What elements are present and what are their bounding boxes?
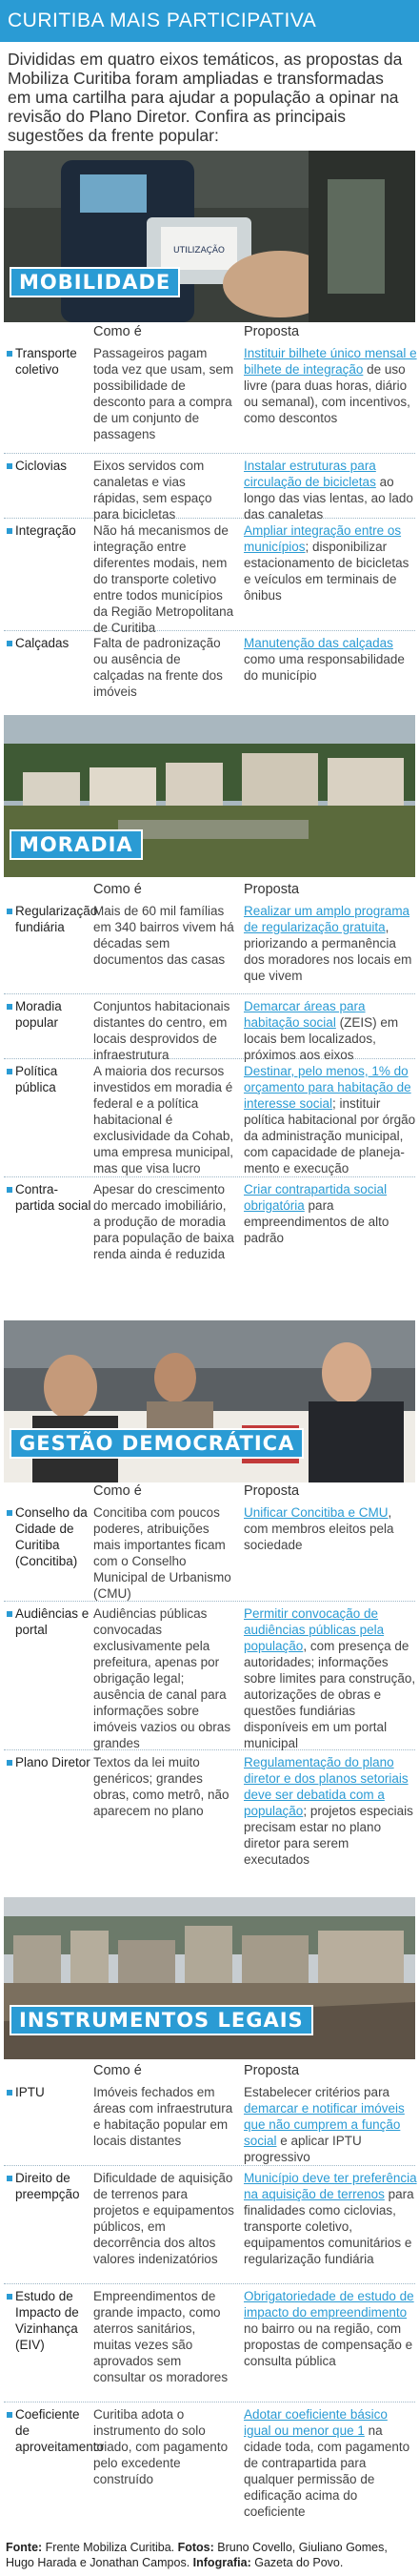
table-row <box>4 1750 415 1874</box>
row-proposal <box>244 903 417 984</box>
proposal-highlight: demarcar e notificar imóveis que não cumprem a função social <box>244 2101 405 2148</box>
proposal-highlight: Destinar, pelo menos, 1% do orçamento para habitação de interesse social <box>244 1064 411 1111</box>
intro-text: Divididas em quatro eixos temáticos, as propostas da Mobiliza Curitiba foram ampliadas e transformadas em uma cartilha para ajudar a população a opinar na revisão do Plano Diretor. Confira as principais sugestões da frente popular: <box>8 50 403 145</box>
row-label: Audiências e portal <box>6 1605 93 1638</box>
row-proposal <box>244 2288 417 2369</box>
proposal-text: para finalidades como ciclovias, transporte coletivo, equipamentos comunitários e regularização fundiária <box>244 2187 414 2266</box>
proposal-highlight: Manutenção das calçadas <box>244 636 393 650</box>
section-badge-instrumentos: INSTRUMENTOS LEGAIS <box>10 2005 313 2035</box>
row-label: Política pública <box>6 1063 93 1095</box>
row-label: Ciclovias <box>6 458 93 474</box>
row-label: Transporte coletivo <box>6 345 93 378</box>
proposal-highlight: Instalar estruturas para circulação de bicicletas <box>244 459 376 489</box>
table-row <box>4 519 415 635</box>
infografia-text: Gazeta do Povo. <box>250 2556 344 2569</box>
row-current: Empreendimentos de grande impacto, como aterros sanitários, muitas vezes são aprovados sem consultar os moradores <box>93 2289 229 2384</box>
proposal-text: ao longo das vias lentas, ao lado das canaletas <box>244 475 413 521</box>
table-row <box>4 1602 415 1750</box>
proposal-text: no bairro ou na região, com propostas de compensação e consulta pública <box>244 2321 413 2368</box>
row-label: Estudo de Impacto de Vizinhança (EIV) <box>6 2288 93 2353</box>
row-current: Falta de padronização ou ausência de calçadas na frente dos imóveis <box>93 636 223 699</box>
proposal-text: ; instituir política habitacional por órgão da administração municipal, com capacidade de planeja-mento e execução <box>244 1096 416 1176</box>
row-proposal <box>244 345 417 426</box>
row-proposal <box>244 2170 417 2267</box>
row-proposal <box>244 1605 417 1751</box>
proposal-highlight: Regulamentação do plano diretor e dos planos setoriais deve ser debatida com a população <box>244 1755 409 1818</box>
proposal-highlight: Realizar um amplo programa de regularização gratuita <box>244 904 410 934</box>
proposal-text: ; projetos especiais precisam estar no plano diretor para serem executados <box>244 1804 413 1867</box>
page-title: CURITIBA MAIS PARTICIPATIVA <box>0 0 419 42</box>
transit-card-text: UTILIZAÇÃO <box>173 246 225 256</box>
row-current: Apesar do crescimento do mercado imobiliário, a produção de moradia para população de baixa renda ainda é reduzida <box>93 1182 234 1261</box>
fonte-label: Fonte: <box>6 2541 43 2554</box>
row-label: Direito de preempção <box>6 2170 93 2202</box>
col-header-proposta: Proposta <box>244 1483 300 1499</box>
row-proposal <box>244 458 417 522</box>
proposal-text: (ZEIS) em locais bem localizados, próximos aos eixos <box>244 1015 399 1062</box>
proposal-highlight: Obrigatoriedade de estudo de impacto do empreendimento <box>244 2289 414 2320</box>
fotos-label: Fotos: <box>177 2541 214 2554</box>
col-header-como: Como é <box>93 2063 142 2078</box>
proposal-text: , com presença de autoridades; informações sobre limites para construção, autorizações de obras e questões fundiárias disponíveis em um portal municipal <box>244 1639 416 1750</box>
row-current: Audiências públicas convocadas exclusivamente pela prefeitura, apenas por obrigação legal; ausência de canal para informações sobre imóveis vazios ou obras grandes <box>93 1606 231 1750</box>
row-label: Calçadas <box>6 635 93 651</box>
row-proposal <box>244 2084 417 2165</box>
row-label: Moradia popular <box>6 998 93 1031</box>
col-header-como: Como é <box>93 324 142 339</box>
row-current: Textos da lei muito genéricos; grandes obras, como metrô, não aparecem no plano <box>93 1755 229 1818</box>
row-label: Integração <box>6 522 93 539</box>
proposal-highlight: Unificar Concitiba e CMU <box>244 1505 389 1520</box>
proposal-highlight: Instituir bilhete único mensal e bilhete de integração <box>244 346 417 377</box>
row-current: Concitiba com poucos poderes, atribuições mais importantes ficam com o Conselho Municipal de Urbanismo (CMU) <box>93 1505 231 1601</box>
row-current: Conjuntos habitacionais distantes do centro, em locais desprovidos de infraestrutura <box>93 999 230 1062</box>
col-header-como: Como é <box>93 1483 142 1499</box>
col-header-proposta: Proposta <box>244 882 300 897</box>
proposal-text: para empreendimentos de alto padrão <box>244 1198 389 1245</box>
source-credits <box>6 2540 415 2570</box>
table-row <box>4 454 415 519</box>
row-label: Coeficiente de aproveitamento <box>6 2406 93 2455</box>
proposal-text: ; disponibilizar estacionamento de bicicletas e veículos em terminais de ônibus <box>244 540 409 603</box>
table-row <box>4 1177 415 1273</box>
row-label: Conselho da Cidade de Curitiba (Concitiba) <box>6 1504 93 1569</box>
proposal-highlight: Ampliar integração entre os municípios <box>244 523 402 554</box>
proposal-highlight: Criar contrapartida social obrigatória <box>244 1182 388 1213</box>
row-proposal <box>244 1504 417 1553</box>
table-row <box>4 2166 415 2284</box>
proposal-highlight: Município deve ter preferência na aquisição de terrenos <box>244 2171 417 2201</box>
col-header-proposta: Proposta <box>244 2063 300 2078</box>
proposal-text: na cidade toda, com pagamento de contrapartida para qualquer permissão de edificação acima do coeficiente <box>244 2423 410 2519</box>
row-current: A maioria dos recursos investidos em moradia é federal e a política habitacional é exclusividade da Cohab, uma empresa municipal, mas que visa lucro <box>93 1064 234 1176</box>
row-proposal <box>244 1754 417 1868</box>
section-badge-moradia: MORADIA <box>10 829 143 860</box>
section-badge-gestao: GESTÃO DEMOCRÁTICA <box>10 1428 304 1459</box>
proposal-text: , com membros eleitos pela sociedade <box>244 1505 394 1552</box>
table-row <box>4 2284 415 2402</box>
row-label: Plano Diretor <box>6 1754 93 1770</box>
row-label: Contra-partida social <box>6 1181 93 1214</box>
table-row <box>4 2080 415 2166</box>
row-current: Dificuldade de aquisição de terrenos para projetos e equipamentos públicos, em decorrência dos altos valores indenizatórios <box>93 2171 234 2266</box>
row-current: Passageiros pagam toda vez que usam, sem possibilidade de desconto para a compra de um conjunto de passagens <box>93 346 234 441</box>
row-current: Imóveis fechados em áreas com infraestrutura e habitação popular em locais distantes <box>93 2085 233 2148</box>
row-current: Curitiba adota o instrumento do solo criado, com pagamento pelo excedente construído <box>93 2407 229 2486</box>
proposal-highlight: Adotar coeficiente básico igual ou menor que 1 <box>244 2407 388 2438</box>
table-row <box>4 341 415 454</box>
proposal-text: e aplicar IPTU progressivo <box>244 2134 362 2164</box>
row-proposal <box>244 1181 417 1246</box>
row-proposal <box>244 2406 417 2520</box>
proposal-text: , priorizando a permanência dos moradores nos locais em que vivem <box>244 920 412 983</box>
row-current: Eixos servidos com canaletas e vias rápidas, sem espaço para bicicletas <box>93 459 212 521</box>
proposal-text: de uso livre (para duas horas, diário ou semanal), com incentivos, como descontos <box>244 362 410 425</box>
row-proposal <box>244 522 417 603</box>
row-label: Regularização fundiária <box>6 903 93 935</box>
section-badge-mobilidade: MOBILIDADE <box>10 267 180 297</box>
proposal-text: Estabelecer critérios para <box>244 2085 390 2099</box>
table-row <box>4 1501 415 1602</box>
proposal-highlight: Demarcar áreas para habitação social <box>244 999 366 1030</box>
row-proposal <box>244 635 417 684</box>
table-row <box>4 2402 415 2532</box>
table-row <box>4 1059 415 1177</box>
proposal-highlight: Permitir convocação de audiências públicas pela população <box>244 1606 385 1653</box>
col-header-como: Como é <box>93 882 142 897</box>
infografia-label: Infografia: <box>192 2556 251 2569</box>
row-proposal <box>244 998 417 1063</box>
row-label: IPTU <box>6 2084 93 2100</box>
row-current: Não há mecanismos de integração entre diferentes modais, nem do transporte coletivo entre todos municípios da Região Metropolitana de Curitiba <box>93 523 234 635</box>
table-row <box>4 631 415 699</box>
fonte-text: Frente Mobiliza Curitiba. <box>42 2541 178 2554</box>
table-row <box>4 899 415 994</box>
proposal-text: como uma responsabilidade do município <box>244 652 405 683</box>
fotos-text: Bruno Covello, Giuliano Gomes, Hugo Harada e Jonathan Campos. <box>6 2541 388 2569</box>
row-proposal <box>244 1063 417 1176</box>
row-current: Mais de 60 mil famílias em 340 bairros vivem há décadas sem documentos das casas <box>93 904 234 967</box>
col-header-proposta: Proposta <box>244 324 300 339</box>
table-row <box>4 994 415 1062</box>
